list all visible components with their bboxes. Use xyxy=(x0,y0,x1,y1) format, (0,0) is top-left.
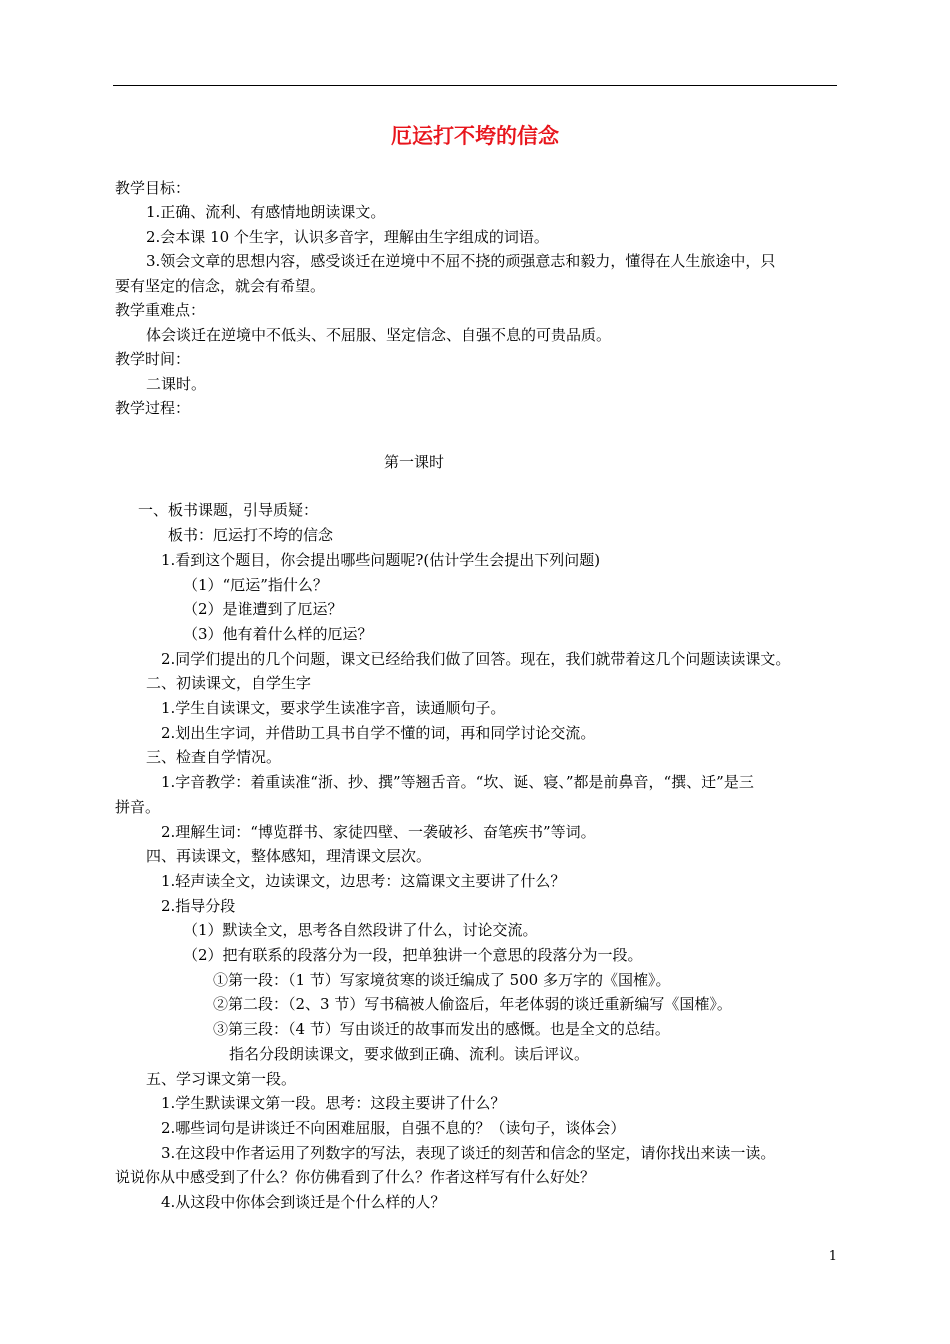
text-line: 五、学习课文第一段。 xyxy=(146,1070,297,1088)
text-line: 2.划出生字词，并借助工具书自学不懂的词，再和同学讨论交流。 xyxy=(161,724,596,742)
text-line: 二课时。 xyxy=(146,375,207,393)
text-line: 3.领会文章的思想内容，感受谈迁在逆境中不屈不挠的顽强意志和毅力，懂得在人生旅途中，只 xyxy=(146,252,776,270)
text-line: 教学过程： xyxy=(115,399,191,417)
text-line: （3）他有着什么样的厄运？ xyxy=(183,625,373,643)
text-line: 一、板书课题，引导质疑： xyxy=(138,501,319,519)
text-line: 1.正确、流利、有感情地朗读课文。 xyxy=(146,203,386,221)
text-line: （1）默读全文，思考各自然段讲了什么，讨论交流。 xyxy=(183,921,538,939)
text-line: 1.学生默读课文第一段。思考：这段主要讲了什么？ xyxy=(161,1094,506,1112)
text-line: （2）把有联系的段落分为一段，把单独讲一个意思的段落分为一段。 xyxy=(183,946,643,964)
text-line: 要有坚定的信念，就会有希望。 xyxy=(115,277,326,295)
text-line: 说说你从中感受到了什么？你仿佛看到了什么？作者这样写有什么好处？ xyxy=(115,1168,596,1186)
text-line: 体会谈迁在逆境中不低头、不屈服、坚定信念、自强不息的可贵品质。 xyxy=(146,326,612,344)
text-line: 1.学生自读课文，要求学生读准字音，读通顺句子。 xyxy=(161,699,506,717)
text-line: ②第二段：（2、3 节）写书稿被人偷盗后，年老体弱的谈迁重新编写《国榷》。 xyxy=(213,995,732,1013)
text-line: 四、再读课文，整体感知，理清课文层次。 xyxy=(146,847,432,865)
text-line: ①第一段：（1 节）写家境贫寒的谈迁编成了 500 多万字的《国榷》。 xyxy=(213,971,671,989)
text-line: 2.指导分段 xyxy=(161,897,236,915)
text-line: （1）“厄运”指什么？ xyxy=(183,576,328,594)
text-line: 二、初读课文，自学生字 xyxy=(146,674,312,692)
section-heading: 第一课时 xyxy=(384,453,445,471)
text-line: 1.轻声读全文，边读课文，边思考：这篇课文主要讲了什么？ xyxy=(161,872,566,890)
text-line: 1.看到这个题目，你会提出哪些问题呢?(估计学生会提出下列问题) xyxy=(161,551,601,569)
text-line: （2）是谁遭到了厄运？ xyxy=(183,600,343,618)
text-line: 3.在这段中作者运用了列数字的写法，表现了谈迁的刻苦和信念的坚定，请你找出来读一读。 xyxy=(161,1144,776,1162)
text-line: 4.从这段中你体会到谈迁是个什么样的人？ xyxy=(161,1193,446,1211)
text-line: 三、检查自学情况。 xyxy=(146,748,282,766)
text-line: 1.字音教学：着重读准“浙、抄、撰”等翘舌音。“坎、诞、寝、”都是前鼻音，“撰、迁”是三 xyxy=(161,773,754,791)
text-line: 教学重难点： xyxy=(115,301,206,319)
text-line: 板书：厄运打不垮的信念 xyxy=(168,526,334,544)
text-line: 2.哪些词句是讲谈迁不向困难屈服，自强不息的？（读句子，谈体会） xyxy=(161,1119,626,1137)
page-number: 1 xyxy=(828,1249,837,1264)
text-line: 2.会本课 10 个生字，认识多音字，理解由生字组成的词语。 xyxy=(146,228,549,246)
header-rule xyxy=(113,85,837,86)
document-title: 厄运打不垮的信念 xyxy=(391,124,559,148)
text-line: 2.同学们提出的几个问题，课文已经给我们做了回答。现在，我们就带着这几个问题读读课文。 xyxy=(161,650,791,668)
text-line: 拼音。 xyxy=(115,798,161,816)
text-line: 教学目标： xyxy=(115,179,191,197)
text-line: 教学时间： xyxy=(115,350,191,368)
text-line: ③第三段：（4 节）写由谈迁的故事而发出的感慨。也是全文的总结。 xyxy=(213,1020,670,1038)
text-line: 2.理解生词：“博览群书、家徒四壁、一袭破衫、奋笔疾书”等词。 xyxy=(161,823,596,841)
text-line: 指名分段朗读课文，要求做到正确、流利。读后评议。 xyxy=(229,1045,590,1063)
